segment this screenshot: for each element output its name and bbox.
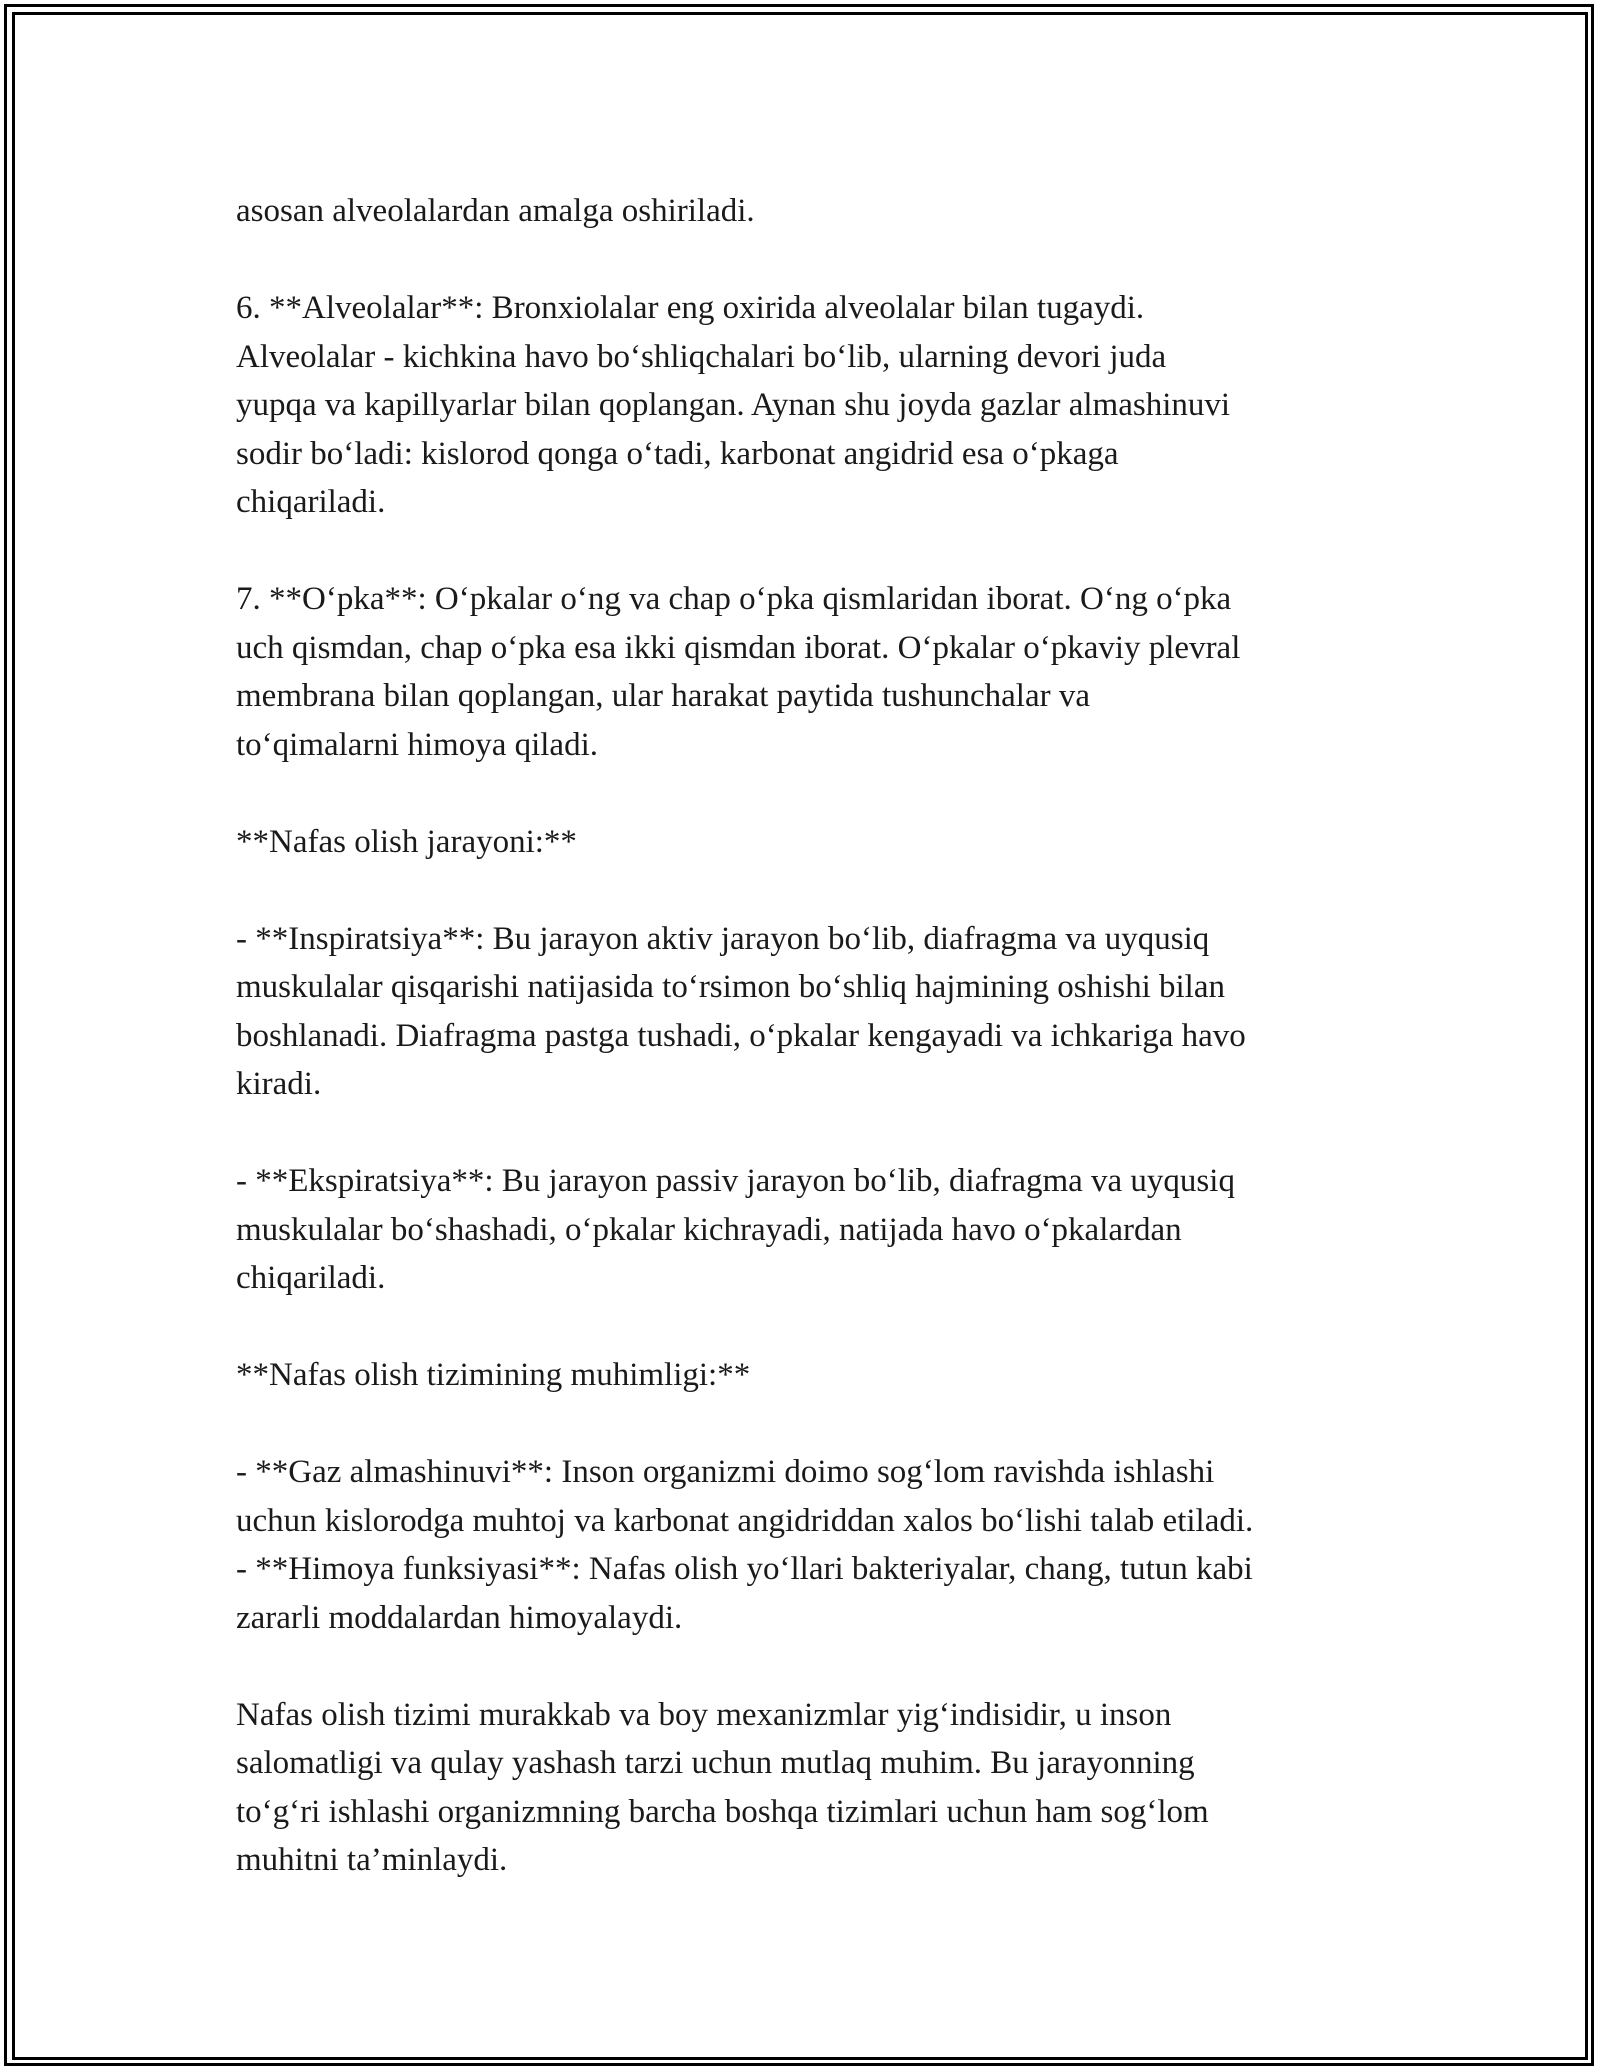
paragraph-continuation: asosan alveolalardan amalga oshiriladi.	[236, 193, 755, 229]
paragraph-ekspiratsiya: - **Ekspiratsiya**: Bu jarayon passiv jarayon bo‘lib, diafragma va uyqusiq muskulalar bo‘shashadi, o‘pkalar kichrayadi, natijada havo o‘pkalardan chiqariladi.	[236, 1163, 1235, 1296]
heading-muhimligi: **Nafas olish tizimining muhimligi:**	[236, 1357, 751, 1393]
paragraph-alveolalar: 6. **Alveolalar**: Bronxiolalar eng oxirida alveolalar bilan tugaydi. Alveolalar - kichkina havo bo‘shliqchalari bo‘lib, ularning devori juda yupqa va kapillyarlar bilan qoplangan. Aynan shu joyda gazlar almashinuvi sodir bo‘ladi: kislorod qonga o‘tadi, karbonat angidrid esa o‘pkaga chiqariladi.	[236, 290, 1231, 520]
heading-nafas-olish-jarayoni: **Nafas olish jarayoni:**	[236, 823, 577, 860]
paragraph-himoya-funksiyasi: - **Himoya funksiyasi**: Nafas olish yo‘llari bakteriyalar, chang, tutun kabi zararli moddalardan himoyalaydi.	[236, 1551, 1253, 1636]
paragraph-opka: 7. **O‘pka**: O‘pkalar o‘ng va chap o‘pka qismlaridan iborat. O‘ng o‘pka uch qismdan, chap o‘pka esa ikki qismdan iborat. O‘pkalar o‘pkaviy plevral membrana bilan qoplangan, ular harakat paytida tushunchalar va to‘qimalarni himoya qiladi.	[236, 581, 1241, 763]
paragraph-gaz-almashinuvi: - **Gaz almashinuvi**: Inson organizmi doimo sog‘lom ravishda ishlashi uchun kislorodga muhtoj va karbonat angidriddan xalos bo‘lishi talab etiladi.	[236, 1454, 1254, 1539]
paragraph-inspiratsiya: - **Inspiratsiya**: Bu jarayon aktiv jarayon bo‘lib, diafragma va uyqusiq muskulalar qisqarishi natijasida to‘rsimon bo‘shliq hajmining oshishi bilan boshlanadi. Diafragma pastga tushadi, o‘pkalar kengayadi va ichkariga havo kiradi.	[236, 920, 1246, 1102]
document-body	[236, 187, 1376, 1933]
paragraph-conclusion: Nafas olish tizimi murakkab va boy mexanizmlar yig‘indisidir, u inson salomatligi va qulay yashash tarzi uchun mutlaq muhim. Bu jarayonning to‘g‘ri ishlashi organizmning barcha boshqa tizimlari uchun ham sog‘lom muhitni ta’minlaydi.	[236, 1696, 1209, 1878]
